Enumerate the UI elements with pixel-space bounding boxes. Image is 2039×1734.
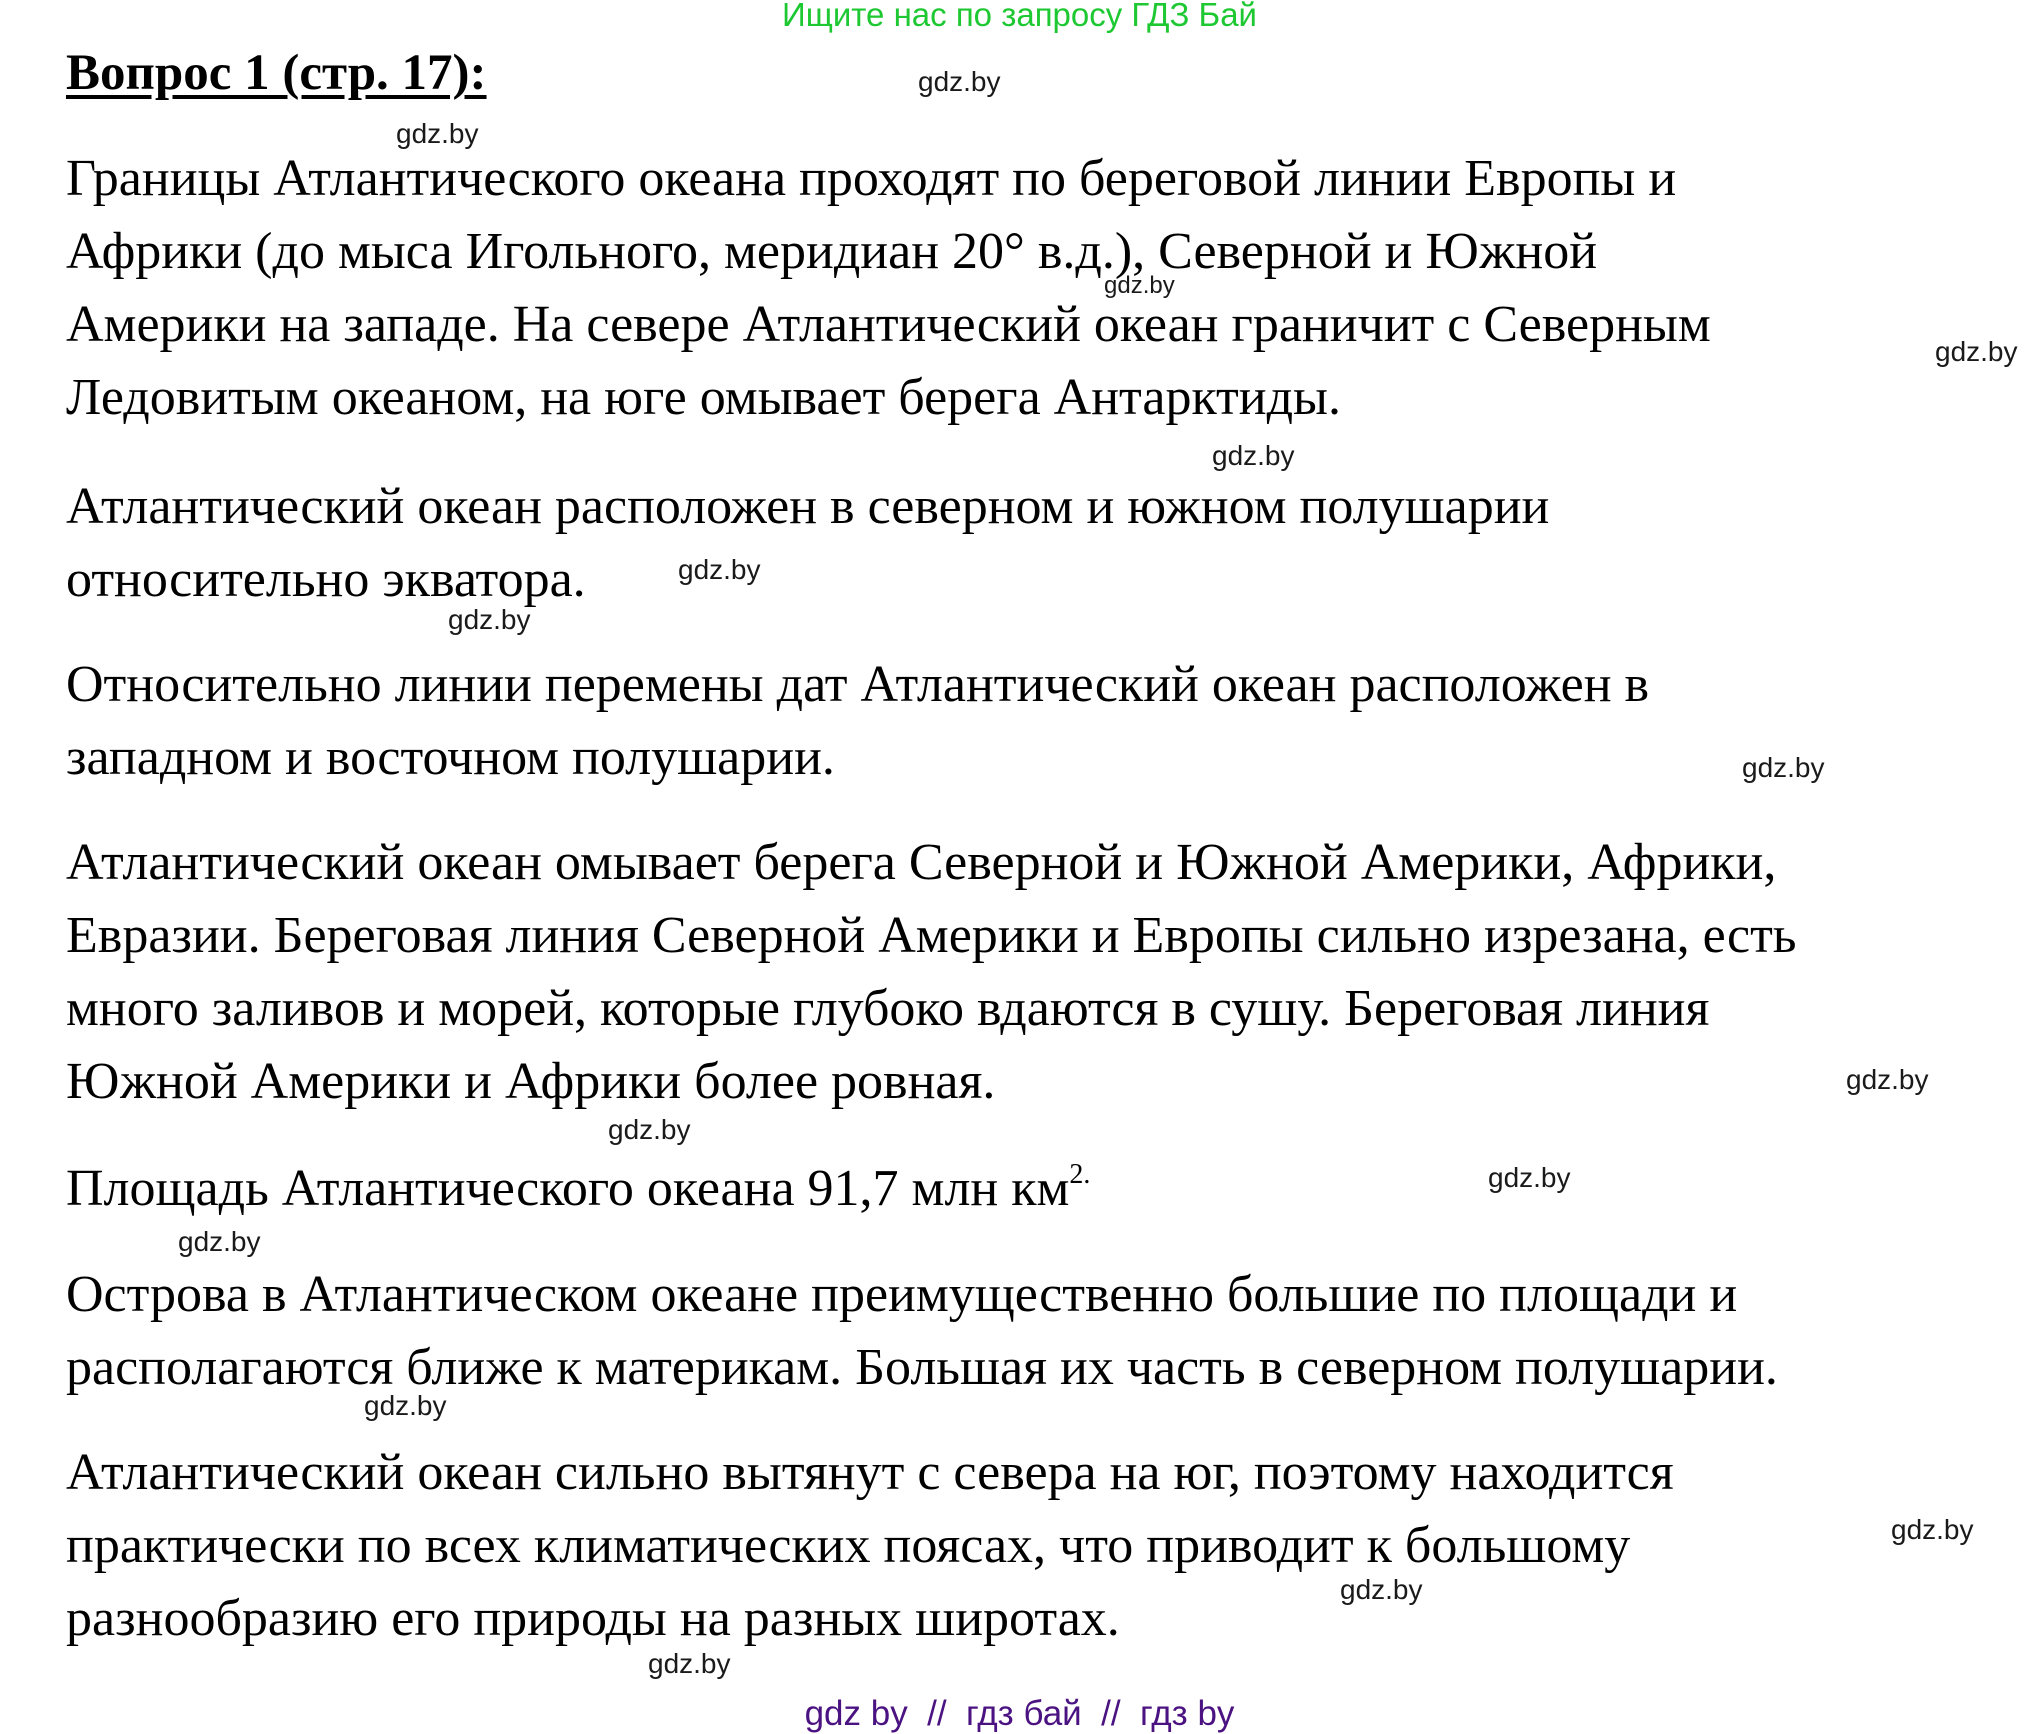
watermark: gdz.by bbox=[1742, 752, 1825, 783]
paragraph-borders bbox=[66, 142, 1711, 434]
paragraph-equator bbox=[66, 470, 1549, 616]
paragraph-date-line bbox=[66, 648, 1649, 794]
watermark: gdz.by bbox=[678, 554, 761, 585]
watermark: gdz.by bbox=[178, 1226, 261, 1257]
watermark: gdz.by bbox=[1212, 440, 1295, 471]
watermark: gdz.by bbox=[448, 604, 531, 635]
paragraph-islands bbox=[66, 1258, 1778, 1404]
text-line: много заливов и морей, которые глубоко вдаются в сушу. Береговая линия bbox=[66, 980, 1710, 1037]
watermark: gdz.by bbox=[1846, 1064, 1929, 1095]
text-line: Южной Америки и Африки более ровная. bbox=[66, 1053, 996, 1110]
watermark: gdz.by bbox=[648, 1648, 731, 1679]
search-banner: Ищите нас по запросу ГДЗ Бай bbox=[782, 0, 1257, 33]
text-line: Относительно линии перемены дат Атлантический океан расположен в bbox=[66, 656, 1650, 713]
watermark: gdz.by bbox=[1104, 272, 1175, 299]
watermark: gdz.by bbox=[1891, 1514, 1974, 1545]
text-line: располагаются ближе к материкам. Большая их часть в северном полушарии. bbox=[66, 1339, 1778, 1396]
text-line: относительно экватора. bbox=[66, 551, 586, 608]
text-line: разнообразию его природы на разных широтах. bbox=[66, 1590, 1120, 1647]
text-line: Атлантический океан расположен в северном и южном полушарии bbox=[66, 478, 1550, 535]
text-line: Границы Атлантического океана проходят по береговой линии Европы и bbox=[66, 150, 1677, 207]
text-line: западном и восточном полушарии. bbox=[66, 729, 835, 786]
paragraph-area bbox=[66, 1152, 1090, 1225]
area-superscript: 2. bbox=[1069, 1159, 1091, 1190]
text-line: Америки на западе. На севере Атлантический океан граничит с Северным bbox=[66, 296, 1711, 353]
text-line: Острова в Атлантическом океане преимущественно большие по площади и bbox=[66, 1266, 1738, 1323]
watermark: gdz.by bbox=[608, 1114, 691, 1145]
watermark: gdz.by bbox=[1488, 1162, 1571, 1193]
watermark: gdz.by bbox=[918, 66, 1001, 97]
text-line: Атлантический океан сильно вытянут с севера на юг, поэтому находится bbox=[66, 1444, 1674, 1501]
text-line: Атлантический океан омывает берега Северной и Южной Америки, Африки, bbox=[66, 834, 1777, 891]
footer-links: gdz by // гдз бай // гдз by bbox=[804, 1694, 1235, 1733]
text-line: Африки (до мыса Игольного, меридиан 20° в.д.), Северной и Южной bbox=[66, 223, 1598, 280]
area-text: Площадь Атлантического океана 91,7 млн км bbox=[66, 1160, 1070, 1217]
paragraph-climate bbox=[66, 1436, 1674, 1655]
watermark: gdz.by bbox=[1340, 1574, 1423, 1605]
text-line: Ледовитым океаном, на юге омывает берега Антарктиды. bbox=[66, 369, 1341, 426]
watermark: gdz.by bbox=[1935, 336, 2018, 367]
question-title: Вопрос 1 (стр. 17): bbox=[66, 45, 487, 101]
watermark: gdz.by bbox=[364, 1390, 447, 1421]
text-line: Евразии. Береговая линия Северной Америки и Европы сильно изрезана, есть bbox=[66, 907, 1797, 964]
text-line: практически по всех климатических поясах, что приводит к большому bbox=[66, 1517, 1631, 1574]
paragraph-coastline bbox=[66, 826, 1797, 1118]
watermark: gdz.by bbox=[396, 118, 479, 149]
